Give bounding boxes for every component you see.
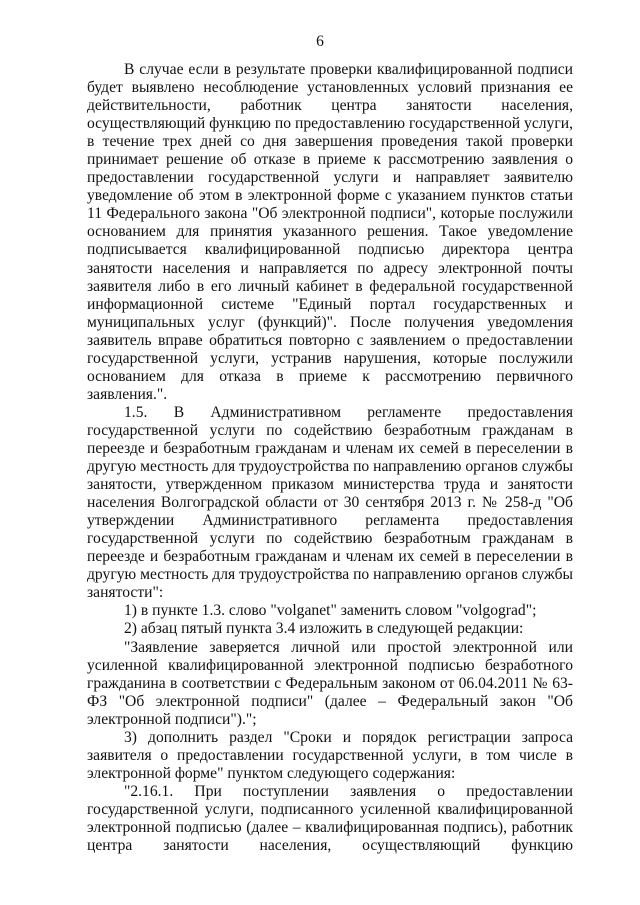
paragraph-item-1: 1) в пункте 1.3. слово "volganet" заменить словом "volgograd"; xyxy=(124,602,537,620)
page-number: 6 xyxy=(316,33,324,50)
paragraph-2-16-1: "2.16.1. При поступлении заявления о предоставлении государственной услуги, подписанного усиленной квалифицированной электронной подписью (далее – квалифицированная подпись), работник центра занятости населения, осуществляющий функцию xyxy=(87,782,573,855)
paragraph-rejection-notice: В случае если в результате проверки квалифицированной подписи будет выявлено несоблюдение установленных условий признания ее действительности, работник центра занятости населения, осуществляющий функцию по предоставлению государственной услуги, в течение трех дней со дня завершения проведения такой проверки принимает решение об отказе в приеме к рассмотрению заявления о предоставлении государственной услуги и направляет заявителю уведомление об этом в электронной форме с указанием пунктов статьи 11 Федерального закона "Об электронной подписи", которые послужили основанием для принятия указанного решения. Такое уведомление подписывается квалифицированной подписью директора центра занятости населения и направляется по адресу электронной почты заявителя либо в его личный кабинет в федеральной государственной информационной системе "Единый портал государственных и муниципальных услуг (функций)". После получения уведомления заявитель вправе обратиться повторно с заявлением о предоставлении государственной услуги, устранив нарушения, которые послужили основанием для отказа в приеме к рассмотрению первичного заявления.". xyxy=(87,61,573,403)
paragraph-item-2: 2) абзац пятый пункта 3.4 изложить в следующей редакции: xyxy=(124,620,524,638)
paragraph-1-5-regulation: 1.5. В Административном регламенте предоставления государственной услуги по содействию безработным гражданам в переезде и безработным гражданам и членам их семей в переселении в другую местность для трудоустройства по направлению органов службы занятости, утвержденном приказом министерства труда и занятости населения Волгоградской области от 30 сентября 2013 г. № 258-д "Об утверждении Административного регламента предоставления государственной услуги по содействию безработным гражданам в переезде и безработным гражданам и членам их семей в переселении в другую местность для трудоустройства по направлению органов службы занятости": xyxy=(87,403,573,602)
document-body xyxy=(87,61,573,855)
paragraph-quoted-application: "Заявление заверяется личной или простой электронной или усиленной квалифицированной электронной подписью безработного гражданина в соответствии с Федеральным законом от 06.04.2011 № 63-ФЗ "Об электронной подписи" (далее – Федеральный закон "Об электронной подписи")."; xyxy=(87,638,573,728)
paragraph-item-3: 3) дополнить раздел "Сроки и порядок регистрации запроса заявителя о предоставлении государственной услуги, в том числе в электронной форме" пунктом следующего содержания: xyxy=(87,728,573,782)
